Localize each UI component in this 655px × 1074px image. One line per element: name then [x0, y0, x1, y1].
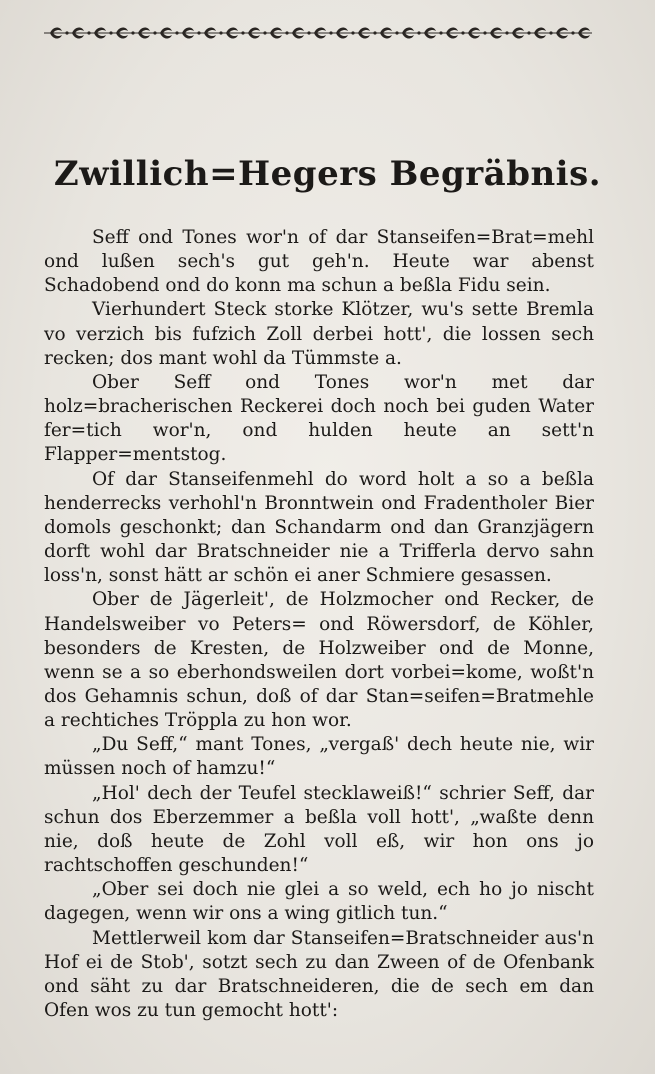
paragraph: „Hol' dech der Teufel stecklaweiß!“ schrier Seff, dar schun dos Eberzemmer a beßla voll hott', „waßte denn nie, doß heute de Zohl voll eß, wir hon ons jo rachtschoffen geschunden!“	[44, 782, 594, 877]
paragraph: Ober de Jägerleit', de Holzmocher ond Recker, de Handelsweiber vo Peters= ond Röwersdorf, de Köhler, besonders de Kresten, de Holzweiber ond de Monne, wenn se a so eberhondsweilen dort vorbei=kome, woßt'n dos Gehamnis schun, doß of dar Stan=seifen=Bratmehle a rechtiches Tröppla zu hon wor.	[44, 589, 594, 732]
paragraph: Mettlerweil kom dar Stanseifen=Bratschneider aus'n Hof ei de Stob', sotzt sech zu dan Zween of de Ofenbank ond säht zu dar Bratschneideren, die de sech em dan Ofen wos zu tun gemocht hott':	[44, 927, 594, 1021]
paragraph: Of dar Stanseifenmehl do word holt a so a beßla henderrecks verhohl'n Bronntwein ond Fradentholer Bier domols geschonkt; dan Schandarm ond dan Granzjägern dorft wohl dar Bratschneider nie a Trifferla dervo sahn loss'n, sonst hätt ar schön ei aner Schmiere gesassen.	[44, 468, 594, 587]
paragraph: „Ober sei doch nie glei a so weld, ech ho jo nischt dagegen, wenn wir ons a wing gitlich tun.“	[44, 879, 594, 925]
decorative-border-ornament-icon	[44, 22, 592, 44]
chapter-body	[44, 226, 594, 1023]
paragraph: Vierhundert Steck storke Klötzer, wu's sette Bremla vo verzich bis fufzich Zoll derbei hott', die lossen sech recken; dos mant wohl da Tümmste a.	[44, 299, 594, 369]
chapter-title: Zwillich=Hegers Begräbnis.	[53, 154, 602, 194]
paragraph: Seff ond Tones wor'n of dar Stanseifen=Brat=mehl ond lußen sech's gut geh'n. Heute war abenst Schadobend ond do konn ma schun a beßla Fidu sein.	[44, 227, 594, 297]
paragraph: „Du Seff,“ mant Tones, „vergaß' dech heute nie, wir müssen noch of hamzu!“	[44, 734, 594, 780]
paragraph: Ober Seff ond Tones wor'n met dar holz=bracherischen Reckerei doch noch bei guden Water fer=tich wor'n, ond hulden heute an sett'n Flapper=mentstog.	[44, 371, 594, 466]
